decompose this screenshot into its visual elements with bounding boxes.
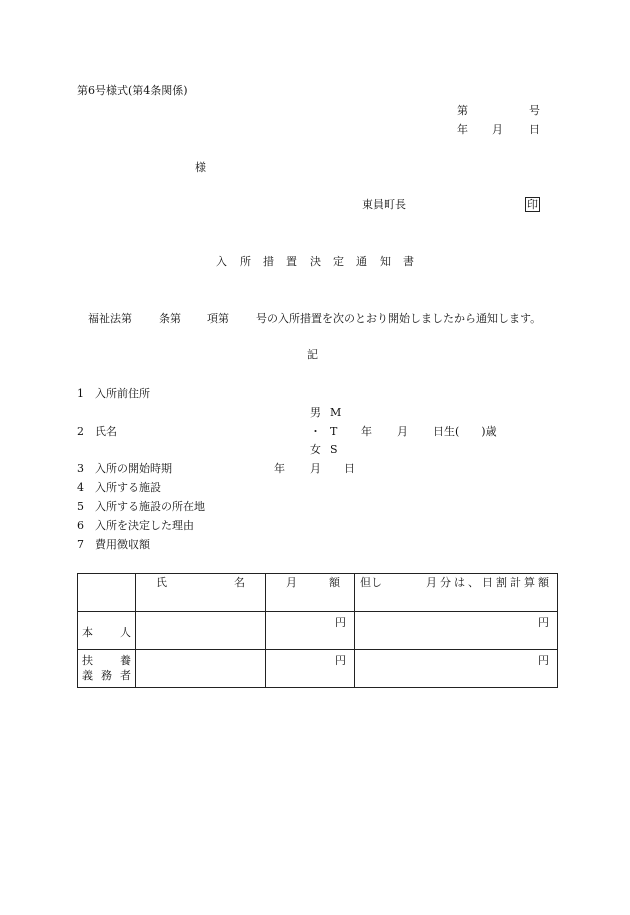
daily-value-cell [355,650,558,688]
row-label-2: 人 [120,626,131,639]
birth-year: 年 [361,425,372,438]
row-label-1: 本 [82,626,93,639]
header-monthly-1: 月 [286,576,297,589]
start-day: 日 [344,462,355,475]
doc-title-8: 知 [380,255,391,268]
sex-female: 女 [310,443,321,456]
item-3: 3 入所の開始時期 [77,462,172,475]
doc-title-2: 所 [240,255,251,268]
row-label-4: 務 [101,669,112,682]
yen-unit: 円 [538,654,549,667]
body-text-3: 項第 [207,312,229,325]
item-7: 7 費用徴収額 [77,538,150,551]
header-daily-2: 月分は、日割計算額 [426,576,552,589]
monthly-value-cell [266,612,355,650]
doc-number-suffix: 号 [529,104,540,117]
era-t: T [330,425,338,438]
row-label-5: 者 [120,669,131,682]
header-daily-1: 但し [360,576,382,589]
header-empty-cell [78,574,136,612]
name-value-cell [136,612,266,650]
doc-title-9: 書 [403,255,414,268]
name-value-cell [136,650,266,688]
date-day: 日 [529,123,540,136]
table-row [78,650,558,688]
ki-heading: 記 [307,348,318,361]
item-4: 4 入所する施設 [77,481,161,494]
era-s: S [330,443,338,456]
item-1: 1 入所前住所 [77,387,150,400]
item-6: 6 入所を決定した理由 [77,519,194,532]
item-2: 2 氏名 [77,425,117,438]
doc-title-1: 入 [216,255,227,268]
row-label-3: 義 [82,669,93,682]
doc-title-5: 決 [310,255,321,268]
body-text-1: 福祉法第 [88,312,132,325]
yen-unit: 円 [335,616,346,629]
yen-unit: 円 [538,616,549,629]
doc-number-prefix: 第 [457,104,468,117]
sex-separator: ・ [310,425,321,438]
birth-day-age: 日生( )歳 [433,425,497,438]
header-name-cell [136,574,266,612]
header-daily-cell [355,574,558,612]
date-month: 月 [492,123,503,136]
issuer-title: 東員町長 [362,198,406,211]
sex-male: 男 [310,406,321,419]
fee-table-header-row [78,574,558,612]
row-label-cell [78,650,136,688]
date-year: 年 [457,123,468,136]
table-row [78,612,558,650]
form-id: 第6号様式(第4条関係) [77,84,188,97]
era-m: M [330,406,342,419]
seal-mark: 印 [527,198,538,211]
header-monthly-cell [266,574,355,612]
header-name-1: 氏 [156,576,167,589]
row-label-2: 養 [120,654,131,667]
addressee-honorific: 様 [195,161,206,174]
birth-month: 月 [397,425,408,438]
body-text-4: 号の入所措置を次のとおり開始しましたから通知します。 [256,312,542,325]
body-text-2: 条第 [159,312,181,325]
monthly-value-cell [266,650,355,688]
header-monthly-2: 額 [329,576,340,589]
doc-title-3: 措 [263,255,274,268]
row-label-1: 扶 [82,654,93,667]
doc-title-6: 定 [333,255,344,268]
doc-title-4: 置 [286,255,297,268]
daily-value-cell [355,612,558,650]
row-label-cell [78,612,136,650]
fee-table [77,573,558,688]
header-name-2: 名 [234,576,245,589]
item-5: 5 入所する施設の所在地 [77,500,205,513]
start-month: 月 [310,462,321,475]
start-year: 年 [274,462,285,475]
yen-unit: 円 [335,654,346,667]
doc-title-7: 通 [356,255,367,268]
